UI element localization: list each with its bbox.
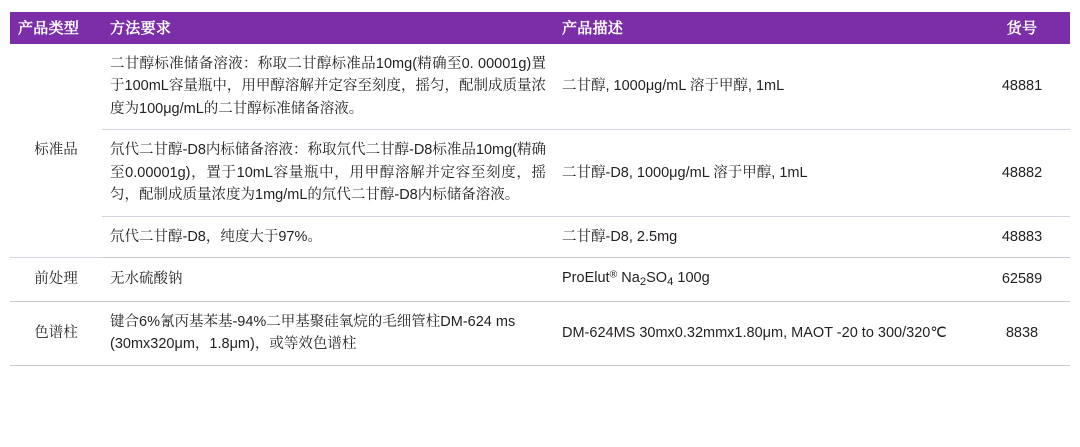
column-header-catalog-number: 货号 bbox=[974, 12, 1070, 44]
cell-catalog-number: 48882 bbox=[974, 130, 1070, 216]
cell-product-description: 二甘醇, 1000μg/mL 溶于甲醇, 1mL bbox=[554, 44, 974, 130]
document-page bbox=[0, 12, 1080, 447]
column-header-product-description: 产品描述 bbox=[554, 12, 974, 44]
table-row bbox=[10, 216, 1070, 257]
product-spec-table bbox=[10, 12, 1070, 366]
cell-product-description: DM-624MS 30mx0.32mmx1.80μm, MAOT -20 to 300/320℃ bbox=[554, 301, 974, 365]
table-body bbox=[10, 44, 1070, 365]
cell-method-requirement: 氘代二甘醇-D8内标储备溶液：称取氘代二甘醇-D8标准品10mg(精确至0.00001g)，置于10mL容量瓶中，用甲醇溶解并定容至刻度，摇匀，配制成质量浓度为1mg/mL的氘代二甘醇-D8内标储备溶液。 bbox=[102, 130, 554, 216]
cell-method-requirement: 无水硫酸钠 bbox=[102, 258, 554, 302]
cell-product-description: 二甘醇-D8, 1000μg/mL 溶于甲醇, 1mL bbox=[554, 130, 974, 216]
row-group-label-column: 色谱柱 bbox=[10, 301, 102, 365]
cell-product-description: 二甘醇-D8, 2.5mg bbox=[554, 216, 974, 257]
table-header-row bbox=[10, 12, 1070, 44]
cell-catalog-number: 62589 bbox=[974, 258, 1070, 302]
cell-catalog-number: 8838 bbox=[974, 301, 1070, 365]
cell-method-requirement: 二甘醇标准储备溶液：称取二甘醇标准品10mg(精确至0. 00001g)置于100mL容量瓶中，用甲醇溶解并定容至刻度，摇匀，配制成质量浓度为100μg/mL的二甘醇标准储备溶液。 bbox=[102, 44, 554, 130]
cell-method-requirement: 键合6%氰丙基苯基-94%二甲基聚硅氧烷的毛细管柱DM-624 ms (30mx320μm，1.8μm)，或等效色谱柱 bbox=[102, 301, 554, 365]
cell-product-description: ProElut® $Na_2SO_4$ 100g bbox=[554, 258, 974, 302]
column-header-method-requirement: 方法要求 bbox=[102, 12, 554, 44]
row-group-label-sample-prep: 前处理 bbox=[10, 258, 102, 302]
table-row bbox=[10, 258, 1070, 302]
row-group-label-standards: 标准品 bbox=[10, 44, 102, 258]
column-header-product-type: 产品类型 bbox=[10, 12, 102, 44]
cell-catalog-number: 48881 bbox=[974, 44, 1070, 130]
table-row bbox=[10, 130, 1070, 216]
cell-method-requirement: 氘代二甘醇-D8，纯度大于97%。 bbox=[102, 216, 554, 257]
cell-catalog-number: 48883 bbox=[974, 216, 1070, 257]
table-row bbox=[10, 44, 1070, 130]
table-row bbox=[10, 301, 1070, 365]
table-header bbox=[10, 12, 1070, 44]
